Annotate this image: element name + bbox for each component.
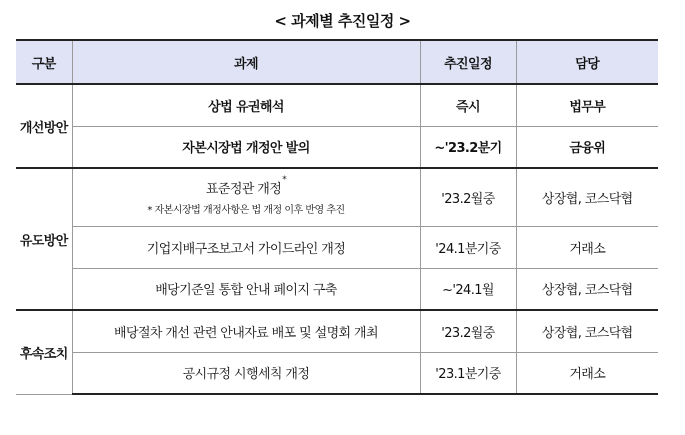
owner-cell: 법무부 bbox=[516, 84, 658, 126]
group-label-improvement: 개선방안 bbox=[16, 84, 72, 168]
schedule-cell: '23.2월중 bbox=[420, 310, 516, 352]
table-row bbox=[16, 168, 658, 226]
schedule-cell: ~'24.1월 bbox=[420, 268, 516, 310]
owner-cell: 거래소 bbox=[516, 226, 658, 268]
schedule-cell: '23.1분기중 bbox=[420, 352, 516, 394]
task-cell: 공시규정 시행세칙 개정 bbox=[72, 352, 420, 394]
schedule-cell: ~'23.2분기 bbox=[420, 126, 516, 168]
task-cell: 배당절차 개선 관련 안내자료 배포 및 설명회 개최 bbox=[72, 310, 420, 352]
task-cell: 자본시장법 개정안 발의 bbox=[72, 126, 420, 168]
table-header-row bbox=[16, 40, 658, 84]
task-cell: 기업지배구조보고서 가이드라인 개정 bbox=[72, 226, 420, 268]
owner-cell: 상장협, 코스닥협 bbox=[516, 168, 658, 226]
group-label-inducement: 유도방안 bbox=[16, 168, 72, 310]
owner-cell: 상장협, 코스닥협 bbox=[516, 268, 658, 310]
header-task: 과제 bbox=[72, 40, 420, 84]
table-row bbox=[16, 268, 658, 310]
page-title: < 과제별 추진일정 > bbox=[274, 12, 411, 30]
header-schedule: 추진일정 bbox=[420, 40, 516, 84]
table-row bbox=[16, 84, 658, 126]
schedule-cell: 즉시 bbox=[420, 84, 516, 126]
group-label-followup: 후속조치 bbox=[16, 310, 72, 394]
table-row bbox=[16, 352, 658, 394]
footnote-marker: * bbox=[282, 175, 287, 186]
task-footnote: * 자본시장법 개정사항은 법 개정 이후 반영 추진 bbox=[73, 201, 420, 216]
owner-cell: 거래소 bbox=[516, 352, 658, 394]
schedule-cell: '23.2월중 bbox=[420, 168, 516, 226]
schedule-cell: '24.1분기중 bbox=[420, 226, 516, 268]
task-label: 표준정관 개정 bbox=[205, 182, 282, 198]
header-owner: 담당 bbox=[516, 40, 658, 84]
task-cell: 배당기준일 통합 안내 페이지 구축 bbox=[72, 268, 420, 310]
header-category: 구분 bbox=[16, 40, 72, 84]
table-row bbox=[16, 126, 658, 168]
table-row bbox=[16, 226, 658, 268]
task-cell bbox=[72, 168, 420, 226]
task-main-text bbox=[73, 175, 420, 198]
schedule-table bbox=[16, 39, 658, 395]
owner-cell: 금융위 bbox=[516, 126, 658, 168]
table-row bbox=[16, 310, 658, 352]
task-cell: 상법 유권해석 bbox=[72, 84, 420, 126]
owner-cell: 상장협, 코스닥협 bbox=[516, 310, 658, 352]
